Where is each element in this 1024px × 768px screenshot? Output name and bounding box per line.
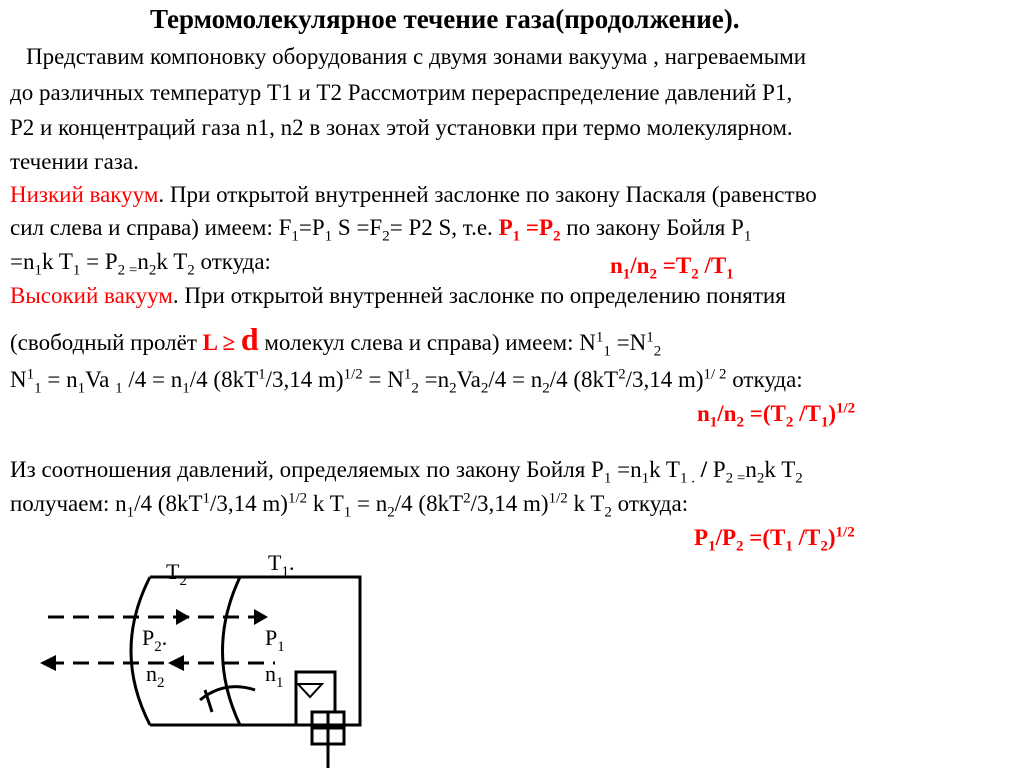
eq-text: /T (793, 401, 821, 426)
eq-sub: 1 (291, 228, 299, 245)
high-vacuum-heading: Высокий вакуум (10, 283, 173, 308)
eq-sub: 1 (72, 262, 81, 279)
eq-text: =n (10, 249, 35, 274)
eq-sub: 1 (603, 343, 611, 360)
eq-text: /n (717, 401, 737, 426)
eq-sub: 1 (709, 414, 718, 431)
label-t1: $T_1$. (268, 550, 295, 580)
eq-text: P (694, 525, 709, 550)
label-n1: $n_1$ (265, 661, 284, 691)
eq-sup: 1/2 (287, 490, 308, 507)
eq-text: /4 (8kT (189, 367, 259, 392)
eq-sub: 2 (553, 228, 561, 245)
eq-text: =N (610, 330, 647, 355)
eq-text: k T (567, 491, 605, 516)
eq-sup: 1 (202, 490, 211, 507)
eq-text: P (712, 457, 726, 482)
eq-sup: 1 (258, 366, 266, 383)
eq-text: k T (649, 457, 680, 482)
eq-sup: 1 (646, 329, 654, 346)
eq-text: =P (298, 215, 325, 240)
eq-text: /T (698, 253, 727, 278)
inner-shutter (223, 577, 241, 725)
eq-text: /3,14 m) (470, 491, 549, 516)
label-n2: $n_2$ (146, 661, 165, 691)
eq-sub: 1 (641, 470, 650, 487)
eq-text: =n (611, 457, 642, 482)
eq-text: молекул слева и справа) имеем: N (258, 330, 596, 355)
diameter-symbol: d (240, 321, 259, 357)
eq-sub: 2 (449, 380, 457, 397)
eq-sub: 2 (387, 504, 395, 521)
eq-text: /3,14 m) (265, 367, 344, 392)
eq-text: k T (156, 249, 188, 274)
label-t2: $T_2$ (166, 559, 187, 589)
eq-sub: 1 (77, 380, 86, 397)
eq-text: S =F (332, 215, 383, 240)
eq-sub: 1 (343, 504, 352, 521)
eq-sub: 2 (542, 380, 550, 397)
eq-sub: 1 (324, 228, 333, 245)
arrow-right-1 (176, 609, 190, 625)
eq-text: /3,14 m) (625, 367, 704, 392)
eq-sup: 1/2 (836, 400, 856, 417)
eq-text: = n (41, 367, 78, 392)
eq-text: Va (85, 367, 116, 392)
eq-text: /4 (8kT (394, 491, 464, 516)
eq-text: откуда: (194, 249, 271, 274)
eq-sub: 2 (604, 504, 612, 521)
free-path-symbol: L (202, 330, 217, 355)
eq-text: = P (80, 249, 118, 274)
eq-text: =n (418, 367, 450, 392)
eq-text: k T (41, 249, 73, 274)
eq-sub: 2 (480, 380, 489, 397)
eq-sub: 1 (708, 538, 716, 555)
high-vacuum-text: . При открытой внутренней заслонке по определению понятия (172, 283, 786, 308)
eq-text: =(T (743, 525, 786, 550)
arrow-left-2 (168, 655, 184, 671)
eq-sub: 2 (691, 266, 699, 283)
left-curved-wall (131, 577, 150, 725)
eq-sub: 2 = (725, 470, 746, 487)
eq-sub: 2 (736, 538, 744, 555)
eq-text: /n (630, 253, 650, 278)
eq-sub: 1 (785, 538, 793, 555)
intro-line-2: до различных температур Т1 и Т2 Рассмотрим перераспределение давлений Р1, (10, 80, 793, 105)
eq-sub: 2 (187, 262, 195, 279)
eq-sub: 2 (411, 380, 419, 397)
low-vacuum-heading: Низкий вакуум (10, 182, 159, 207)
eq-sub: 1 . (679, 470, 695, 487)
intro-line-1: Представим компоновку оборудования с двумя зонами вакуума , нагреваемыми (26, 44, 807, 69)
eq-text: /4 (8kT (549, 367, 619, 392)
eq-text: откуда: (611, 491, 689, 516)
eq-text: k T (764, 457, 796, 482)
eq-text: P (498, 215, 513, 240)
eq-sup: 1 (26, 366, 35, 383)
arrow-right-2 (254, 609, 268, 625)
eq-sub: 1 (34, 380, 42, 397)
eq-text: =T (656, 253, 692, 278)
eq-text: / (694, 457, 713, 482)
eq-text: /4 = n (122, 367, 183, 392)
eq-text: n (610, 253, 623, 278)
eq-sub: 2 (756, 470, 765, 487)
gauge-box-divider (312, 712, 344, 744)
eq-sup: 1 (403, 366, 412, 383)
eq-text: /4 = n (488, 367, 543, 392)
eq-sub: 2 (785, 414, 794, 431)
eq-sub: 1 (512, 228, 521, 245)
eq-text: сил слева и справа) имеем: F (10, 215, 292, 240)
eq-sub: 1 (726, 266, 734, 283)
eq-text: n (137, 249, 149, 274)
eq-text: Из соотношения давлений, определяемых по закону Бойля Р (10, 457, 604, 482)
eq-sup: 1/2 (343, 366, 363, 383)
eq-text: n (745, 457, 757, 482)
eq-text: получаем: n (10, 491, 127, 516)
eq-sub: 1 (126, 504, 135, 521)
eq-text: = P2 S, т.е. (389, 215, 499, 240)
eq-sub: 1 (34, 262, 42, 279)
eq-sup: 1/2 (835, 524, 855, 541)
page-title: Термомолекулярное течение газа(продолжение). (150, 4, 740, 34)
eq-sub: 1 (182, 380, 190, 397)
chamber-outline (150, 577, 360, 725)
eq-sub: 2 (148, 262, 157, 279)
eq-sub: 2 (736, 414, 744, 431)
eq-sup: 1/2 (548, 490, 568, 507)
eq-sub: 2 (820, 538, 828, 555)
eq-sub: 2 (653, 343, 662, 360)
intro-line-3: Р2 и концентраций газа n1, n2 в зонах этой установки при термо молекулярном. (10, 115, 793, 140)
eq-text: /3,14 m) (210, 491, 288, 516)
eq-text: /4 (8kT (134, 491, 203, 516)
eq-text: = n (351, 491, 388, 516)
eq-sup: 2 (463, 490, 471, 507)
eq-sub: 2 (382, 228, 390, 245)
eq-text: = N (362, 367, 404, 392)
eq-text: по закону Бойля Р (560, 215, 744, 240)
eq-sub: 1 (115, 380, 123, 397)
eq-text: =(T (743, 401, 786, 426)
low-vacuum-text: . При открытой внутренней заслонке по закону Паскаля (равенство (158, 182, 817, 207)
eq-text: ) (827, 525, 836, 550)
eq-sup: 1/ 2 (703, 366, 727, 383)
eq-sub: 2 (649, 266, 657, 283)
eq-sub: 1 (622, 266, 631, 283)
eq-sub: 2 = (117, 262, 138, 279)
eq-text: откуда: (726, 367, 803, 392)
eq-text: ) (828, 401, 836, 426)
eq-text: Va (456, 367, 481, 392)
eq-text: /T (792, 525, 821, 550)
eq-sub: 2 (795, 470, 803, 487)
arrow-left-1 (40, 655, 56, 671)
eq-sub: 1 (820, 414, 829, 431)
greater-equal-symbol: ≥ (216, 330, 241, 355)
triangle-symbol (298, 684, 322, 697)
eq-text: /P (715, 525, 737, 550)
eq-text: =P (520, 215, 554, 240)
eq-text: (свободный пролёт (10, 330, 203, 355)
eq-sup: 1 (595, 329, 604, 346)
eq-sup: 2 (618, 366, 626, 383)
eq-sub: 1 (743, 228, 752, 245)
label-p2: $P_2$. (142, 625, 168, 655)
eq-text: N (10, 367, 27, 392)
eq-text: k T (307, 491, 344, 516)
intro-line-4: течении газа. (10, 149, 139, 174)
label-p1: $P_1$ (265, 625, 285, 655)
eq-sub: 1 (603, 470, 612, 487)
eq-text: n (697, 401, 710, 426)
